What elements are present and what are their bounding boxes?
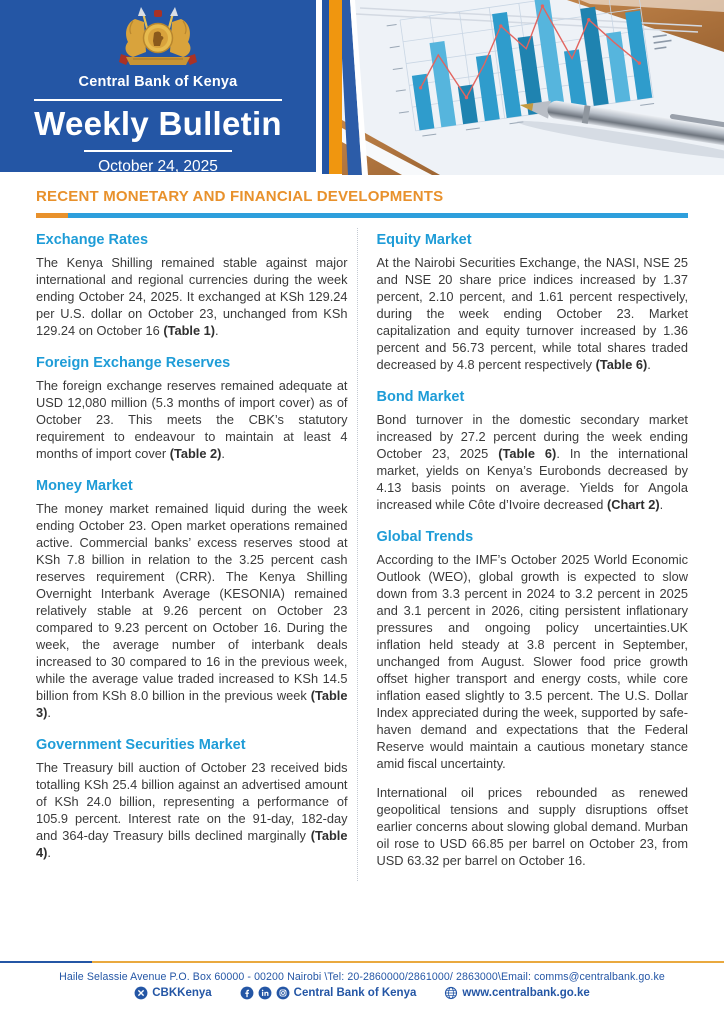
section-paragraph [377,551,689,772]
text-run: The foreign exchange reserves remained adequate at USD 12,080 million (5.3 months of import cover) as of October 23. This meets the CBK’s statutory requirement to endeavour to maintain at least 4 months of import cover [36,378,348,461]
section-heading: Government Securities Market [36,737,246,753]
facebook-icon[interactable] [240,986,254,1000]
text-run: . [47,705,51,720]
heading-underline-accent [36,213,68,218]
section-paragraph [377,411,689,513]
facebook-page-name[interactable]: Central Bank of Kenya [293,987,417,999]
text-run: Bond turnover in the domestic secondary market increased by 27.2 percent during the week ending October 23, 2025 [376,412,688,461]
table-reference: (Table 4) [36,828,348,860]
page-title: RECENT MONETARY AND FINANCIAL DEVELOPMENTS [36,188,444,205]
text-run: . [221,446,225,461]
table-reference: (Table 1) [163,323,216,338]
section-paragraph [36,377,348,462]
section-paragraph [36,759,348,861]
text-run: The Kenya Shilling remained stable against major international and regional currencies during the week ending October 24, 2025. It exchanged at KSh 129.24 per U.S. dollar on October 23, unchanged from KSh 129.24 on October 16 [36,255,348,338]
text-run: . [215,323,219,338]
footer-rule-blue [0,961,92,963]
content-columns [36,228,688,881]
header-accent-stripe-orange [329,0,342,174]
globe-icon[interactable] [444,986,458,1000]
section-paragraph [36,254,348,339]
linkedin-icon[interactable] [258,986,272,1000]
footer-rule-gold [0,961,724,963]
table-reference: (Table 6) [498,446,557,461]
text-run: International oil prices rebounded as renewed geopolitical tensions and supply disruptions offset earlier concerns about slowing global demand. Murban oil rose to USD 66.85 per barrel on October 23, from USD 63.32 per barrel on October 16. [376,785,688,868]
text-run: According to the IMF’s October 2025 World Economic Outlook (WEO), global growth is expected to slow down from 3.3 percent in 2024 to 3.2 percent in 2025 and 3.1 percent in 2026, citing persistent inflationary pressures and ongoing policy uncertainties.UK inflation held steady at 3.8 percent in September, unchanged from August. Slower food price growth offset higher transport and energy costs, while core inflation eased slightly to 3.5 percent. The U.S. Dollar Index appreciated during the week, supported by safe-haven demand and expectations that the Federal Reserve would maintain a cautious monetary stance amid fiscal uncertainty. [376,552,688,771]
header-masthead-panel [0,0,316,175]
text-run: The money market remained liquid during the week ending October 23. Open market operations remained active. Commercial banks’ excess reserves stood at KSh 7.8 billion in relation to the 3.25 percent cash reserves requirement (CRR). The Kenya Shilling Overnight Interbank Average (KESONIA) remained relatively stable at 9.26 percent on October 23 compared to 9.23 percent on October 16. During the week, the average number of interbank deals increased to 30 compared to 16 in the previous week, while the average value traded increased to KSh 14.5 billion from KSh 8.0 billion in the previous week [36,501,348,703]
table-reference: (Table 2) [169,446,222,461]
section-paragraph [377,254,689,373]
left-column [36,228,357,881]
footer-social-row [0,986,724,1000]
website-url[interactable]: www.centralbank.go.ke [462,987,590,999]
instagram-icon[interactable] [276,986,290,1000]
text-run: . [47,845,51,860]
text-run: . [659,497,664,512]
text-run: At the Nairobi Securities Exchange, the NASI, NSE 25 and NSE 20 share price indices increased by 1.37 percent, 2.10 percent, and 1.61 percent respectively, during the week ending October 23. Market capitalization and equity turnover increased by 1.36 percent and 56.73 percent, while total shares traded decreased by 4.8 percent respectively [376,255,688,372]
charts-and-pen-photo [342,0,724,175]
facebook-linkedin-instagram-group [240,986,417,1000]
heading-underline-bar [36,213,688,218]
bank-name: Central Bank of Kenya [78,74,238,90]
header-photo-illustration [342,0,724,175]
header [0,0,724,175]
section-paragraph [377,784,689,869]
x-twitter-icon[interactable] [134,986,148,1000]
cbk-coat-of-arms-logo [0,7,316,71]
header-divider-bottom [84,150,232,152]
bulletin-date: October 24, 2025 [98,158,218,175]
coat-of-arms-graphic [113,7,203,69]
text-run: The Treasury bill auction of October 23 received bids totalling KSh 25.4 billion against an advertised amount of KSh 24.0 billion, representing a performance of 105.9 percent. Interest rate on the 91-day, 182-day and 364-day Treasury bills declined marginally [36,760,348,843]
table-reference: (Table 6) [595,357,648,372]
bulletin-title: Weekly Bulletin [34,105,282,142]
section-paragraph [36,500,348,721]
footer-address: Haile Selassie Avenue P.O. Box 60000 - 00200 Nairobi \Tel: 20-2860000/2861000/ 2863000\Email: comms@centralbank.go.ke [59,971,665,983]
header-divider-top [34,99,282,101]
website-group [444,986,589,1000]
table-reference: (Table 3) [36,688,348,720]
text-run: . In the international market, yields on Kenya’s Eurobonds decreased by 4.13 basis points on average. Yields for Angola increased while Côte d’Ivoire decreased [376,446,688,512]
section-heading: Global Trends [376,529,474,545]
right-column [357,228,689,881]
table-reference: (Chart 2) [606,497,660,512]
section-heading: Bond Market [376,389,465,405]
header-accent-stripe-blue [322,0,329,174]
twitter-handle[interactable]: CBKKenya [152,987,212,999]
section-heading: Money Market [36,478,133,494]
text-run: . [647,357,651,372]
twitter-group [134,986,211,1000]
section-heading: Exchange Rates [36,232,149,248]
section-heading: Equity Market [376,232,472,248]
section-heading: Foreign Exchange Reserves [36,355,231,371]
